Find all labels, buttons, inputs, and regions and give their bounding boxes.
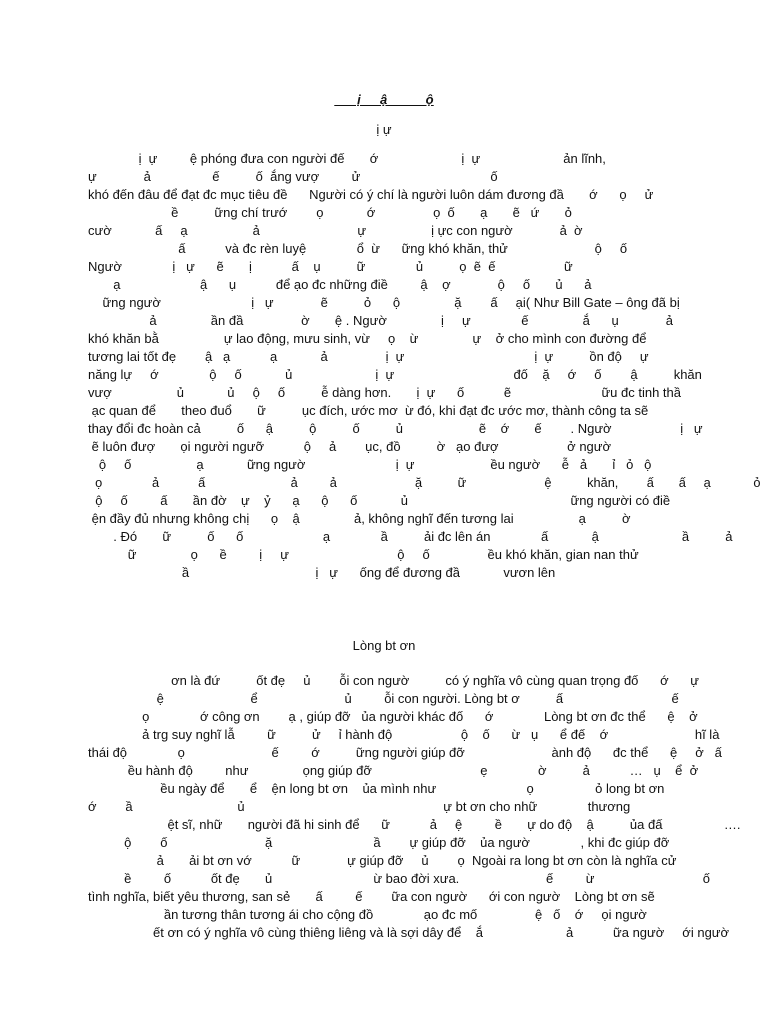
paragraph-line: ọ ả ấ ả ả ặ ữ ệ khăn, ấ ấ ạ ỏ [88, 475, 761, 490]
paragraph-line: ả trg suy nghĩ lẫ ữ ử ỉ hành độ ộ ố ừ ụ ể đế ớ hĩ là [88, 727, 720, 742]
paragraph-line: vượ ủ ủ ộ ố ễ dàng hơn. ị ự ố ẽ ữu đc tinh thầ [88, 385, 681, 400]
paragraph-line: ả ần đầ ờ ệ . Ngườ ị ự ế ắ ụ ả [88, 313, 673, 328]
paragraph-line: ần tương thân tương ái cho cộng đồ ạo đc mố ệ ố ớ ọi ngườ [88, 907, 647, 922]
paragraph-line: ững ngườ ị ự ẽ ỏ ộ ặ ấ ại( Như Bill Gate – ông đã bị [88, 295, 680, 310]
section-1-title: ị ự [376, 122, 392, 137]
paragraph-line: ớ ầ ủ ự bt ơn cho nhữ thương [88, 799, 631, 814]
paragraph-line: . Đó ữ ố ố ạ ầ ải đc lên án ấ ậ ầ ả [88, 529, 733, 544]
paragraph-line: ạ ậ ụ để ạo đc những điề ậ ợ ộ ố ủ ả [88, 277, 592, 292]
paragraph-line: ệ ể ủ ỗi con người. Lòng bt ơ ấ ế [88, 691, 679, 706]
paragraph-line: ầ ị ự ống để đương đầ vươn lên [88, 565, 556, 580]
paragraph-line: ẽ luôn đượ ọi người ngưỡ ộ ả ục, đồ ờ ạo đượ ở ngườ [88, 439, 612, 454]
paragraph-line: tương lai tốt đẹ ậ ạ ạ ả ị ự ị ự ồn độ ự [88, 349, 649, 364]
paragraph-line: thái độ ọ ế ớ ững người giúp đỡ ành độ đc thể ệ ở ấ [88, 745, 722, 760]
paragraph-line: ự ả ế ố ắng vượ ử ố [88, 169, 498, 184]
paragraph-line: ị ự ệ phóng đưa con người đế ớ ị ự ản lĩnh, [88, 151, 606, 166]
paragraph-line: khó khăn bằ ự lao động, mưu sinh, vừ ọ ừ ự ở cho mình con đường để [88, 331, 647, 346]
paragraph-line: ạc quan để theo đuổ ữ ục đích, ước mơ ừ đó, khi đạt đc ước mơ, thành công ta sẽ [88, 403, 649, 418]
paragraph-line: ệt sĩ, nhữ người đã hi sinh để ữ ả ệ ề ự do độ ậ ủa đấ …. [88, 817, 741, 832]
paragraph-line: ộ ố ạ ững ngườ ị ự ều ngườ ễ ả ỉ ỏ ộ [88, 457, 652, 472]
paragraph-line: ấ và đc rèn luyệ ổ ừ ững khó khăn, thử ộ ố [88, 241, 628, 256]
paragraph-line: ộ ố ặ ầ ự giúp đỡ ủa ngườ , khi đc giúp đỡ [88, 835, 670, 850]
paragraph-line: ề ố ốt đẹ ủ ừ bao đời xưa. ế ừ ố [88, 871, 710, 886]
paragraph-line: ều ngày để ể ện long bt ơn ủa mình như ọ ỏ long bt ơn [88, 781, 665, 796]
paragraph-line: ọ ớ công ơn ạ , giúp đỡ ủa người khác đố ớ Lòng bt ơn đc thể ệ ở [88, 709, 698, 724]
paragraph-line: ện đầy đủ nhưng không chị ọ ậ ả, không nghĩ đến tương lai ạ ờ [88, 511, 631, 526]
paragraph-line: thay đổi đc hoàn cả ố ậ ộ ố ủ ẽ ớ ế . Ngườ ị ự [88, 421, 703, 436]
paragraph-line: ều hành độ như ọng giúp đỡ ẹ ờ ả … ụ ể ở [88, 763, 699, 778]
paragraph-line: ết ơn có ý nghĩa vô cùng thiêng liêng và là sợi dây để ắ ả ữa ngườ ới ngườ [88, 925, 730, 940]
paragraph-line: tình nghĩa, biết yêu thương, san sẻ ấ ế ữa con ngườ ới con ngườ Lòng bt ơn sẽ [88, 889, 655, 904]
paragraph-line: ữ ọ ề ị ự ộ ố ều khó khăn, gian nan thử [88, 547, 639, 562]
paragraph-line: cườ ấ ạ ả ự ị ực con ngườ ả ờ [88, 223, 583, 238]
document-title: ị ậ ộ [334, 92, 434, 107]
section-2-title: Lòng bt ơn [352, 638, 416, 653]
paragraph-line: ơn là đứ ốt đẹ ủ ỗi con ngườ có ý nghĩa vô cùng quan trọng đố ớ ự [88, 673, 699, 688]
paragraph-line: khó đến đâu để đạt đc mục tiêu đề Người có ý chí là người luôn dám đương đầ ớ ọ ử [88, 187, 654, 202]
paragraph-line: ề ững chí trướ ọ ớ ọ ố ạ ẽ ứ ỏ [88, 205, 572, 220]
paragraph-line: ả ải bt ơn vớ ữ ự giúp đỡ ủ ọ Ngoài ra long bt ơn còn là nghĩa cử [88, 853, 677, 868]
paragraph-line: Ngườ ị ự ẽ ị ấ ụ ữ ủ ọ ẽ ế ữ [88, 259, 573, 274]
paragraph-line: ộ ố ấ ần đờ ự ỷ ạ ộ ố ủ ững người có điề [88, 493, 671, 508]
paragraph-line: năng lự ớ ộ ố ủ ị ự đố ặ ớ ố ậ khăn [88, 367, 702, 382]
